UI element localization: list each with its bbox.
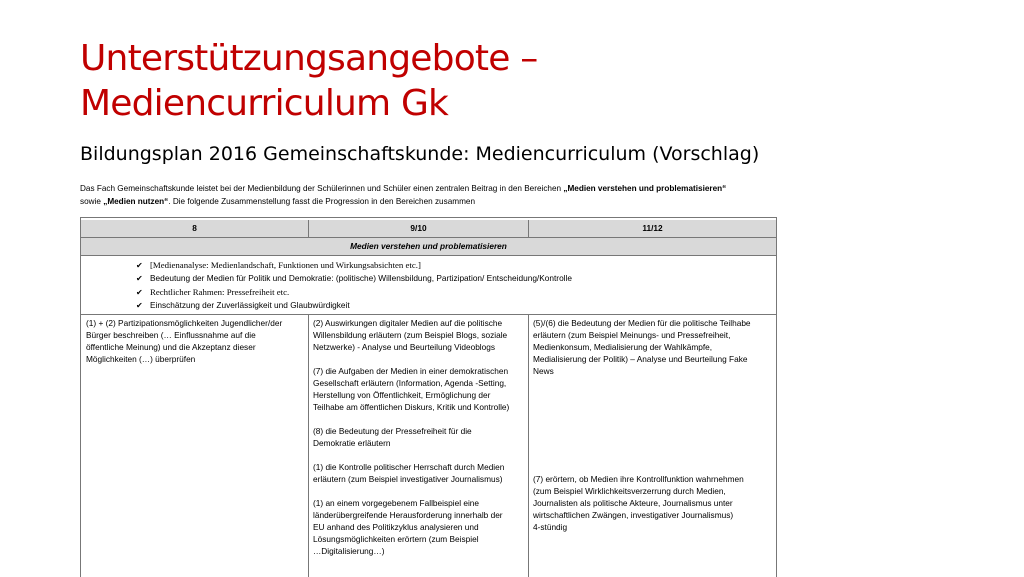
grade-header-row xyxy=(81,220,776,237)
header-grade-8: 8 xyxy=(81,220,309,237)
intro-text: sowie xyxy=(80,197,104,206)
cell-line: länderübergreifende Herausforderung innerhalb der xyxy=(313,510,503,520)
row-divider xyxy=(81,314,776,315)
checklist-item-text: Rechtlicher Rahmen: Pressefreiheit etc. xyxy=(150,286,290,297)
intro-emphasis: „Medien nutzen“ xyxy=(103,197,169,206)
slide-title-line-2: Mediencurriculum Gk xyxy=(80,83,449,124)
cell-line: Herstellung von Öffentlichkeit, Ermöglichung der xyxy=(313,390,491,400)
curriculum-table xyxy=(80,217,777,577)
checklist-item xyxy=(136,286,572,299)
cell-line: (1) an einem vorgegebenem Fallbeispiel eine xyxy=(313,498,480,508)
cell-line: Teilhabe am öffentlichen Diskurs, Kritik und Kontrolle) xyxy=(313,402,510,412)
cell-line: Bürger beschreiben (… Einflussnahme auf die xyxy=(86,330,256,340)
checkmark-icon: ✔ xyxy=(136,261,143,270)
grade-11-12-cell xyxy=(533,317,773,533)
section-title: Medien verstehen und problematisieren xyxy=(350,241,507,251)
cell-line: erläutern (zum Beispiel Meinungs- und Pressefreiheit, xyxy=(533,330,731,340)
checklist-item-text: Einschätzung der Zuverlässigkeit und Glaubwürdigkeit xyxy=(150,299,350,310)
cell-line: Medienkonsum, Medialisierung der Wahlkämpfe, xyxy=(533,342,713,352)
checklist-item-text: [Medienanalyse: Medienlandschaft, Funktionen und Wirkungsabsichten etc.] xyxy=(150,260,421,270)
header-grade-9-10: 9/10 xyxy=(309,220,529,237)
slide-title-line-1: Unterstützungsangebote – xyxy=(80,38,538,79)
grade-8-cell xyxy=(86,317,306,365)
cell-line: Willensbildung erläutern (zum Beispiel Blogs, soziale xyxy=(313,330,508,340)
cell-line: öffentliche Meinung) und die Akzeptanz dieser xyxy=(86,342,256,352)
cell-line: Demokratie erläutern xyxy=(313,438,391,448)
cell-line: erläutern (zum Beispiel investigativer Journalismus) xyxy=(313,474,503,484)
cell-line: (1) die Kontrolle politischer Herrschaft durch Medien xyxy=(313,462,505,472)
cell-line: (7) erörtern, ob Medien ihre Kontrollfunktion wahrnehmen xyxy=(533,474,744,484)
cell-line: (1) + (2) Partizipationsmöglichkeiten Jugendlicher/der xyxy=(86,318,283,328)
checkmark-icon: ✔ xyxy=(136,274,143,284)
cell-line: Lösungsmöglichkeiten erörtern (zum Beispiel xyxy=(313,534,479,544)
cell-line: Gesellschaft erläutern (Information, Agenda -Setting, xyxy=(313,378,507,388)
grade-9-10-cell xyxy=(313,317,525,557)
checkmark-icon: ✔ xyxy=(136,287,143,297)
column-divider xyxy=(308,315,309,577)
checklist-item-text: Bedeutung der Medien für Politik und Demokratie: (politische) Willensbildung, Partizipation/ Entscheidung/Kontrolle xyxy=(150,273,572,284)
intro-line-2 xyxy=(80,195,790,208)
intro-text: Das Fach Gemeinschaftskunde leistet bei der Medienbildung der Schülerinnen und Schüler einen zentralen Beitrag in den Bereichen xyxy=(80,184,564,193)
cell-line: (2) Auswirkungen digitaler Medien auf die politische xyxy=(313,318,503,328)
cell-line: (7) die Aufgaben der Medien in einer demokratischen xyxy=(313,366,509,376)
cell-line: (5)/(6) die Bedeutung der Medien für die politische Teilhabe xyxy=(533,318,751,328)
cell-line: …Digitalisierung…) xyxy=(313,546,385,556)
cell-line: Journalisten als politische Akteure, Journalismus unter xyxy=(533,498,733,508)
cell-line: Möglichkeiten (…) überprüfen xyxy=(86,354,196,364)
cell-line: News xyxy=(533,366,554,376)
checklist-item xyxy=(136,272,572,285)
row-divider xyxy=(81,255,776,256)
header-grade-11-12: 11/12 xyxy=(642,223,663,233)
section-header-row xyxy=(81,238,776,255)
cell-line: EU anhand des Politikzyklus analysieren und xyxy=(313,522,479,532)
checklist-item xyxy=(136,259,572,272)
intro-emphasis: „Medien verstehen und problematisieren“ xyxy=(563,184,727,193)
checkmark-icon: ✔ xyxy=(136,300,143,310)
cell-line: (8) die Bedeutung der Pressefreiheit für die xyxy=(313,426,472,436)
competence-checklist xyxy=(136,259,572,312)
cell-line: 4-stündig xyxy=(533,522,568,532)
intro-paragraph xyxy=(80,182,790,208)
cell-line: wirtschaftlichen Zwängen, investigativer Journalismus) xyxy=(533,510,734,520)
slide-title xyxy=(80,36,980,126)
intro-text: . Die folgende Zusammenstellung fasst die Progression in den Bereichen zusammen xyxy=(168,197,476,206)
intro-line-1 xyxy=(80,182,790,195)
cell-line: Netzwerke) - Analyse und Beurteilung Videoblogs xyxy=(313,342,496,352)
checklist-item xyxy=(136,299,572,312)
cell-line: (zum Beispiel Wirklichkeitsverzerrung durch Medien, xyxy=(533,486,726,496)
slide-subtitle: Bildungsplan 2016 Gemeinschaftskunde: Mediencurriculum (Vorschlag) xyxy=(80,143,760,165)
column-divider xyxy=(528,315,529,577)
cell-line: Medialisierung der Politik) – Analyse und Beurteilung Fake xyxy=(533,354,748,364)
